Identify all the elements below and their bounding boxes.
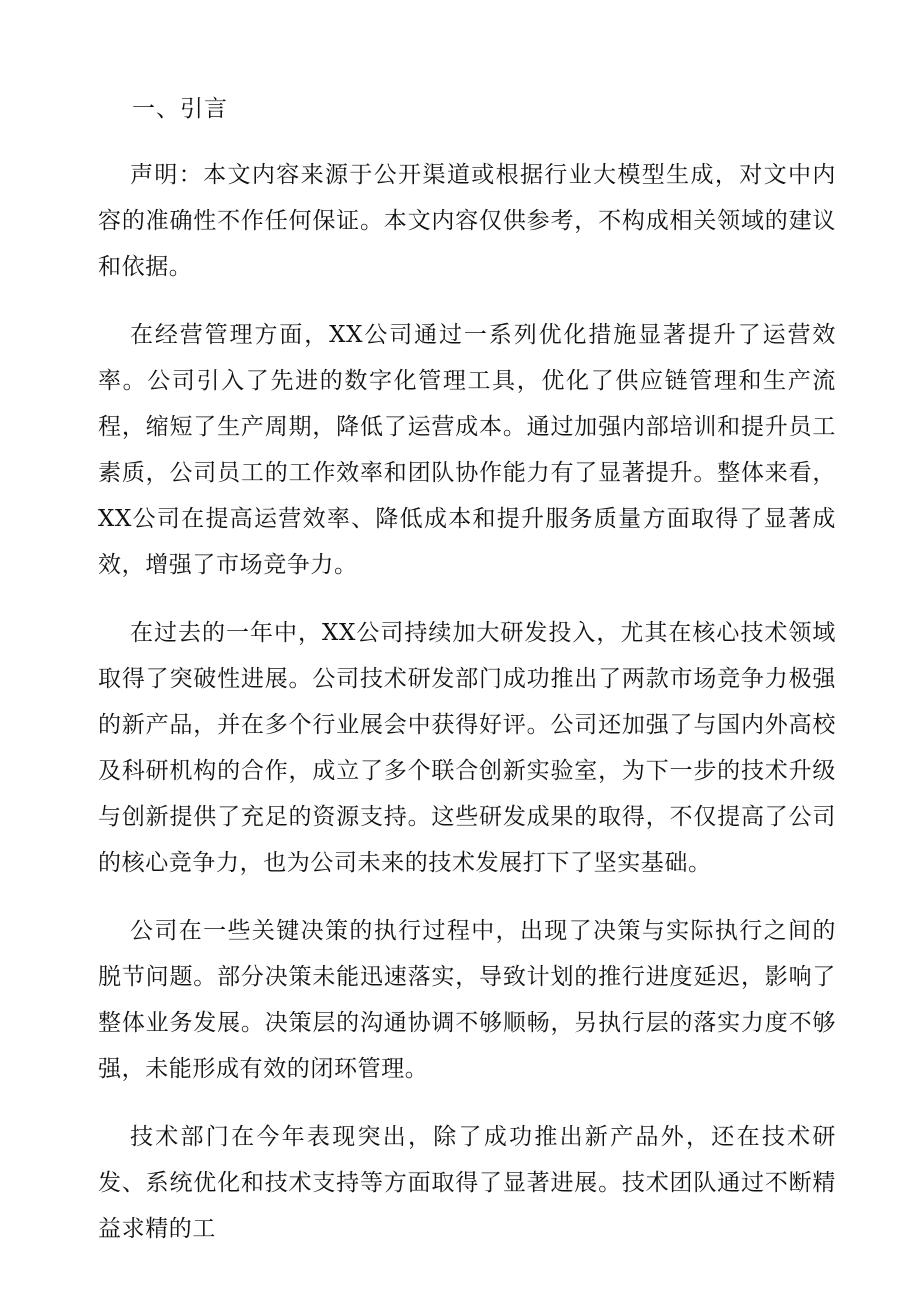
technology-paragraph: 技术部门在今年表现突出，除了成功推出新产品外，还在技术研发、系统优化和技术支持等方面取得了显著进展。技术团队通过不断精益求精的工 — [98, 1124, 836, 1242]
operations-paragraph: 在经营管理方面，XX公司通过一系列优化措施显著提升了运营效率。公司引入了先进的数字化管理工具，优化了供应链管理和生产流程，缩短了生产周期，降低了运营成本。通过加强内部培训和提升员工素质，公司员工的工作效率和团队协作能力有了显著提升。整体来看，XX公司在提高运营效率、降低成本和提升服务质量方面取得了显著成效，增强了市场竞争力。 — [98, 322, 836, 578]
research-paragraph: 在过去的一年中，XX公司持续加大研发投入，尤其在核心技术领域取得了突破性进展。公司技术研发部门成功推出了两款市场竞争力极强的新产品，并在多个行业展会中获得好评。公司还加强了与国内外高校及科研机构的合作，成立了多个联合创新实验室，为下一步的技术升级与创新提供了充足的资源支持。这些研发成果的取得，不仅提高了公司的核心竞争力，也为公司未来的技术发展打下了坚实基础。 — [98, 620, 836, 876]
disclaimer-paragraph: 声明：本文内容来源于公开渠道或根据行业大模型生成，对文中内容的准确性不作任何保证。本文内容仅供参考，不构成相关领域的建议和依据。 — [98, 162, 836, 280]
section-heading: 一、引言 — [132, 96, 228, 122]
decision-paragraph: 公司在一些关键决策的执行过程中，出现了决策与实际执行之间的脱节问题。部分决策未能迅速落实，导致计划的推行进度延迟，影响了整体业务发展。决策层的沟通协调不够顺畅，另执行层的落实力度不够强，未能形成有效的闭环管理。 — [98, 918, 836, 1082]
